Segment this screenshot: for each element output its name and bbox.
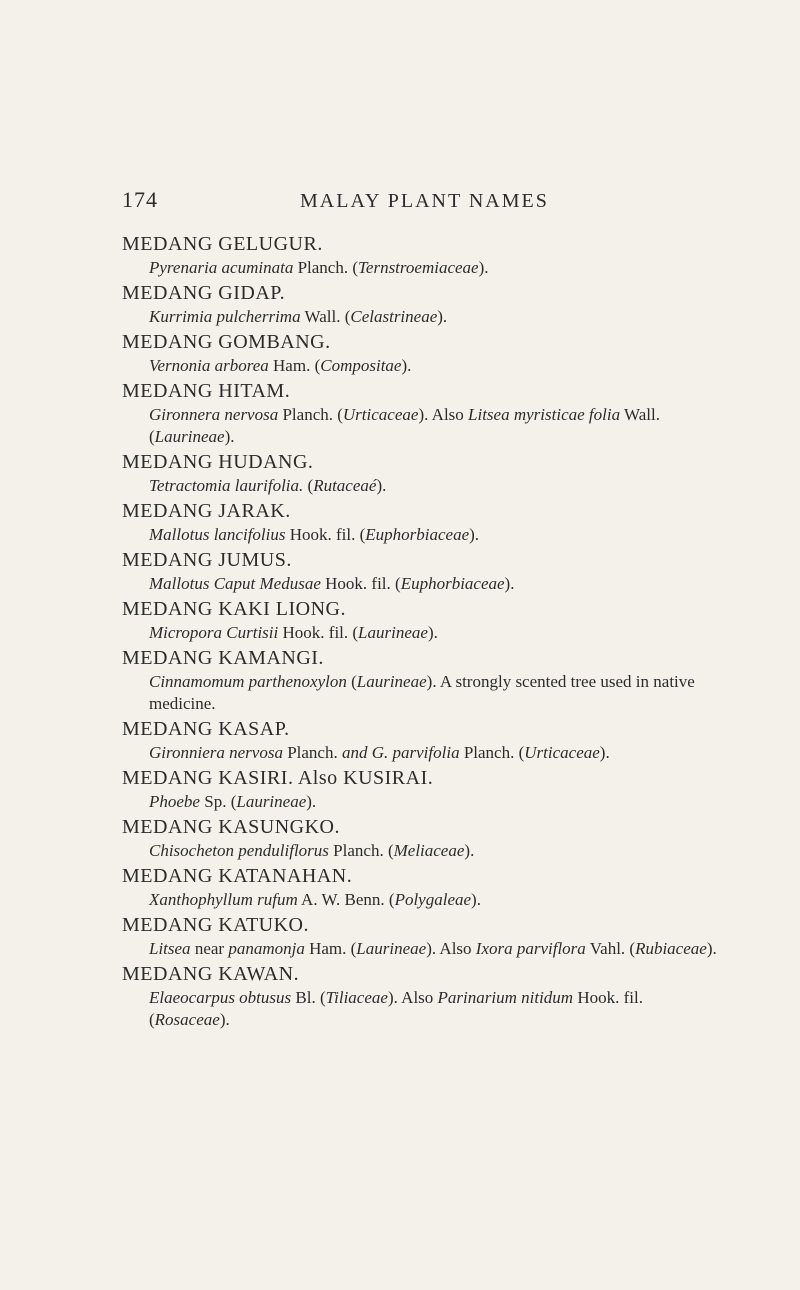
botanical-name: Micropora Curtisii <box>149 623 279 642</box>
description-text: ). <box>504 574 515 593</box>
description-text: Ham. ( <box>268 356 321 375</box>
botanical-name: Phoebe <box>149 792 200 811</box>
dictionary-entry <box>122 597 722 644</box>
entry-description <box>149 987 722 1031</box>
entry-description <box>149 622 722 644</box>
botanical-name: Rubiaceae <box>635 939 707 958</box>
botanical-name: Ternstroemiaceae <box>358 258 479 277</box>
dictionary-entry <box>122 815 722 862</box>
entry-headword: MEDANG KATANAHAN. <box>122 865 353 887</box>
dictionary-entry <box>122 330 722 377</box>
description-text: ). Also <box>387 988 438 1007</box>
botanical-name: Elaeocarpus obtusus <box>149 988 292 1007</box>
dictionary-entry <box>122 499 722 546</box>
dictionary-entry <box>122 548 722 595</box>
botanical-name: Ixora parviflora <box>475 939 586 958</box>
botanical-name: Celastrineae <box>350 307 438 326</box>
botanical-name: Vernonia arborea <box>149 356 269 375</box>
description-text: ). <box>219 1010 230 1029</box>
description-text: ). A strongly scented tree used in native medicine. <box>149 672 695 713</box>
botanical-name: Mallotus lancifolius <box>149 525 286 544</box>
entry-description <box>149 938 722 960</box>
description-text: ). <box>469 525 480 544</box>
description-text: Sp. ( <box>199 792 237 811</box>
dictionary-entry <box>122 281 722 328</box>
botanical-name: Chisocheton penduliflorus <box>149 841 329 860</box>
dictionary-entry <box>122 232 722 279</box>
description-text: Hook. fil. ( <box>149 988 643 1029</box>
description-text: ). <box>478 258 489 277</box>
botanical-name: Litsea myristicae folia <box>468 405 621 424</box>
description-text: ). <box>427 623 438 642</box>
description-text: Planch. ( <box>459 743 525 762</box>
running-title: MALAY PLANT NAMES <box>300 190 549 212</box>
entry-description <box>149 257 722 279</box>
entry-description <box>149 573 722 595</box>
entry-headword: MEDANG KASUNGKO. <box>122 816 340 838</box>
description-text: ). <box>706 939 717 958</box>
botanical-name: Tetractomia laurifolia. <box>149 476 304 495</box>
entry-headword: MEDANG KASIRI. Also KUSIRAI. <box>122 767 434 789</box>
botanical-name: Compositae <box>320 356 402 375</box>
description-text: Planch. <box>282 743 342 762</box>
botanical-name: Parinarium nitidum <box>437 988 574 1007</box>
entry-description <box>149 791 722 813</box>
description-text: ). <box>401 356 412 375</box>
entry-description <box>149 671 722 715</box>
entry-headword: MEDANG JARAK. <box>122 500 291 522</box>
botanical-name: Litsea <box>149 939 191 958</box>
description-text: ). <box>464 841 475 860</box>
dictionary-entry <box>122 913 722 960</box>
entry-description <box>149 404 722 448</box>
entry-description <box>149 475 722 497</box>
botanical-name: Polygaleae <box>394 890 472 909</box>
description-text: Hook. fil. ( <box>285 525 366 544</box>
botanical-name: Laurineae <box>236 792 307 811</box>
description-text: Ham. ( <box>304 939 357 958</box>
description-text: Planch. ( <box>278 405 343 424</box>
botanical-name: Rosaceae <box>154 1010 220 1029</box>
description-text: Planch. ( <box>293 258 359 277</box>
description-text: ( <box>303 476 314 495</box>
entry-description <box>149 840 722 862</box>
description-text: ). <box>306 792 317 811</box>
botanical-name: Euphorbiaceae <box>365 525 470 544</box>
description-text: Bl. ( <box>291 988 326 1007</box>
description-text: ). <box>599 743 610 762</box>
description-text: Planch. ( <box>328 841 394 860</box>
dictionary-entry <box>122 450 722 497</box>
botanical-name: Pyrenaria acuminata <box>149 258 294 277</box>
entry-headword: MEDANG GOMBANG. <box>122 331 331 353</box>
entry-description <box>149 889 722 911</box>
page-number: 174 <box>122 187 158 212</box>
entry-headword: MEDANG KAMANGI. <box>122 647 324 669</box>
description-text: A. W. Benn. ( <box>297 890 395 909</box>
description-text: Wall. ( <box>149 405 660 446</box>
botanical-name: Euphorbiaceae <box>400 574 505 593</box>
botanical-name: Laurineae <box>154 427 225 446</box>
description-text: ). <box>437 307 448 326</box>
description-text: near <box>190 939 229 958</box>
entry-list <box>122 232 722 1033</box>
description-text: Hook. fil. ( <box>278 623 359 642</box>
entry-headword: MEDANG JUMUS. <box>122 549 292 571</box>
description-text: ). <box>224 427 235 446</box>
botanical-name: Cinnamomum parthenoxylon <box>149 672 347 691</box>
entry-headword: MEDANG HUDANG. <box>122 451 314 473</box>
description-text: ). <box>376 476 387 495</box>
entry-headword: MEDANG KATUKO. <box>122 914 309 936</box>
botanical-name: Laurineae <box>356 939 427 958</box>
dictionary-entry <box>122 717 722 764</box>
entry-headword: MEDANG KAWAN. <box>122 963 300 985</box>
botanical-name: Mallotus Caput Medusae <box>149 574 321 593</box>
dictionary-entry <box>122 766 722 813</box>
botanical-name: Tiliaceae <box>325 988 388 1007</box>
entry-description <box>149 306 722 328</box>
botanical-name: Urticaceae <box>342 405 419 424</box>
botanical-name: Urticaceae <box>524 743 600 762</box>
botanical-name: Gironnera nervosa <box>149 405 279 424</box>
dictionary-entry <box>122 379 722 448</box>
botanical-name: panamonja <box>228 939 305 958</box>
description-text: Wall. ( <box>300 307 351 326</box>
entry-description <box>149 524 722 546</box>
entry-headword: MEDANG KAKI LIONG. <box>122 598 346 620</box>
entry-headword: MEDANG GELUGUR. <box>122 233 323 255</box>
description-text: ). <box>471 890 481 909</box>
botanical-name: Meliaceae <box>393 841 465 860</box>
description-text: ( <box>346 672 357 691</box>
botanical-name: Laurineae <box>356 672 427 691</box>
description-text: ). Also <box>418 405 469 424</box>
entry-description <box>149 355 722 377</box>
dictionary-entry <box>122 646 722 715</box>
description-text: Hook. fil. ( <box>320 574 401 593</box>
botanical-name: Xanthophyllum rufum <box>149 890 298 909</box>
botanical-name: Kurrimia pulcherrima <box>149 307 301 326</box>
botanical-name: Rutaceaé <box>313 476 377 495</box>
botanical-name: and G. parvifolia <box>341 743 460 762</box>
description-text: ). Also <box>426 939 476 958</box>
botanical-name: Laurineae <box>358 623 428 642</box>
entry-headword: MEDANG GIDAP. <box>122 282 286 304</box>
entry-headword: MEDANG KASAP. <box>122 718 290 740</box>
botanical-name: Gironniera nervosa <box>149 743 283 762</box>
dictionary-entry <box>122 962 722 1031</box>
description-text: Vahl. ( <box>585 939 636 958</box>
entry-headword: MEDANG HITAM. <box>122 380 291 402</box>
entry-description <box>149 742 722 764</box>
dictionary-entry <box>122 864 722 911</box>
